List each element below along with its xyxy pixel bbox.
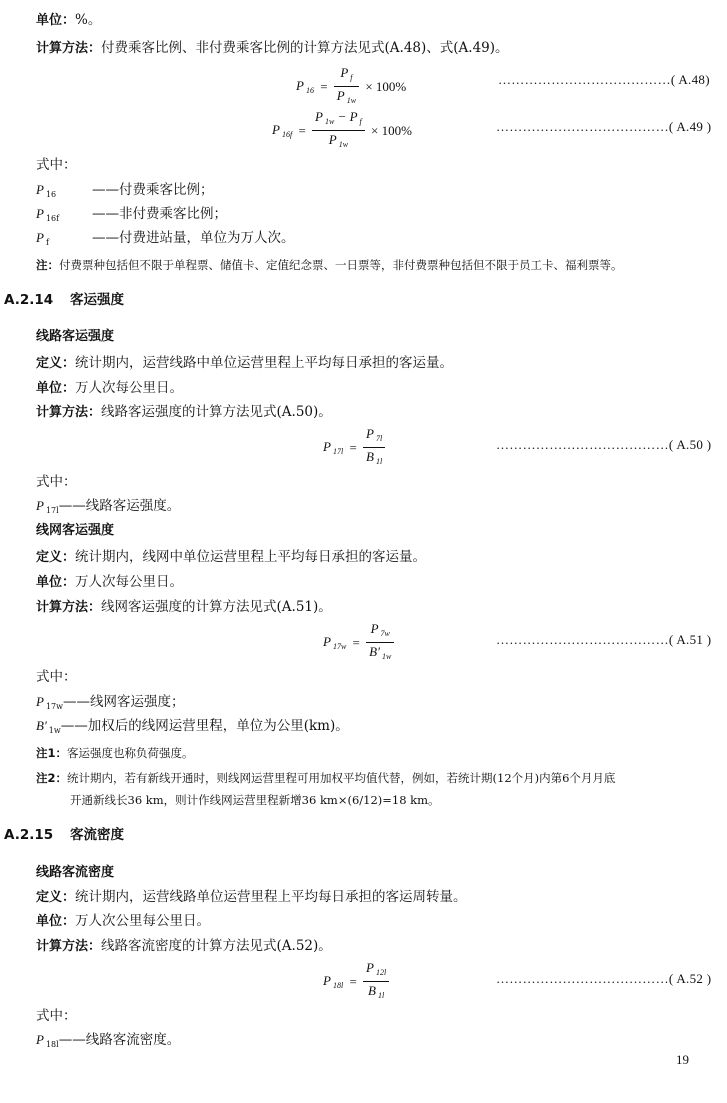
equation-a51: P $_{17w}$ = $\frac{P _{7w}}{B' _{1w}}$ [323,620,394,665]
equation-number: …………………………………( A.49 ) [496,119,712,134]
eq-op: = [298,122,306,138]
note-line: 注1：客运强度也称负荷强度。 [36,746,194,760]
note-line: 注：付费票种包括但不限于单程票、储值卡、定值纪念票、一日票等，非付费票种包括但不限于员工卡、福利票等。 [36,258,623,272]
subsection-title: 线路客运强度 [36,329,115,344]
unit-line: 单位：万人次每公里日。 [36,380,184,396]
eq-lhs: P $_{16}$ [296,78,314,95]
section-heading: A.2.14 客运强度 [4,292,124,308]
unit-line [36,10,101,31]
equation-number: …………………………………( A.50 ) [496,437,712,452]
where-line: 式中： [36,157,77,173]
definition-line: P $_{18l}$——线路客流密度。 [36,1032,181,1049]
eq-op: = [320,78,328,94]
method-line: 计算方法：线路客流密度的计算方法见式(A.52)。 [36,938,332,954]
definition-line: P $_{17w}$——线网客运强度； [36,694,185,711]
line-text: 付费乘客比例、非付费乘客比例的计算方法见式(A.48)、式(A.49)。 [101,40,509,56]
equation-a48 [296,64,409,109]
method-line: 计算方法：线路客运强度的计算方法见式(A.50)。 [36,404,332,420]
line-text: %。 [75,12,102,28]
unit-line: 单位：万人次每公里日。 [36,574,184,590]
eq-tail: × 100% [371,122,412,138]
page-number: 19 [676,1052,689,1067]
where-line: 式中： [36,669,77,685]
equation-a52: P $_{18l}$ = $\frac{P _{12l}}{B _{1l}}$ [323,959,389,1004]
definition-line: 定义：统计期内，运营线路中单位运营里程上平均每日承担的客运量。 [36,355,454,371]
eq-fraction: $\frac{P _{1w} - P _f}{P _{1w}}$ [312,108,365,153]
label: 单位： [36,13,76,28]
definition-line: P $_{16f}$ ——非付费乘客比例； [36,206,227,223]
definition-line: P $_{17l}$——线路客运强度。 [36,498,181,515]
definition-line: B′ $_{1w}$——加权后的线网运营里程，单位为公里(km)。 [36,718,349,735]
subsection-title: 线路客流密度 [36,865,115,880]
where-line: 式中： [36,1008,77,1024]
eq-tail: × 100% [365,78,407,94]
definition-line: 定义：统计期内，运营线路单位运营里程上平均每日承担的客运周转量。 [36,889,467,905]
unit-line: 单位：万人次公里每公里日。 [36,913,211,929]
method-line: 计算方法：线网客运强度的计算方法见式(A.51)。 [36,599,332,615]
subsection-title: 线网客运强度 [36,523,115,538]
definition-line: P $_f$ ——付费进站量，单位为万人次。 [36,230,295,247]
equation-a49 [272,108,415,153]
section-heading: A.2.15 客流密度 [4,827,124,843]
note-line: 注2：统计期内，若有新线开通时，则线网运营里程可用加权平均值代替，例如，若统计期(12个月)内第6个月月底 [36,771,616,785]
method-line [36,38,509,59]
equation-number: …………………………………( A.52 ) [496,971,712,986]
label: 计算方法： [36,41,102,56]
definition-line: 定义：统计期内，线网中单位运营里程上平均每日承担的客运量。 [36,549,427,565]
eq-fraction: $\frac{P _f}{P _{1w}}$ [334,64,359,109]
equation-number: …………………………………( A.48) [498,72,710,87]
eq-lhs: P $_{16f}$ [272,122,293,139]
equation-a50: P $_{17l}$ = $\frac{P _{7l}}{B _{1l}}$ [323,425,385,470]
note-line-continued: 开通新线长36 km，则计作线网运营里程新增36 km×(6/12)=18 km。 [70,793,440,807]
definition-line: P $_{16}$ ——付费乘客比例； [36,182,214,199]
equation-number: …………………………………( A.51 ) [496,632,712,647]
where-line: 式中： [36,474,77,490]
